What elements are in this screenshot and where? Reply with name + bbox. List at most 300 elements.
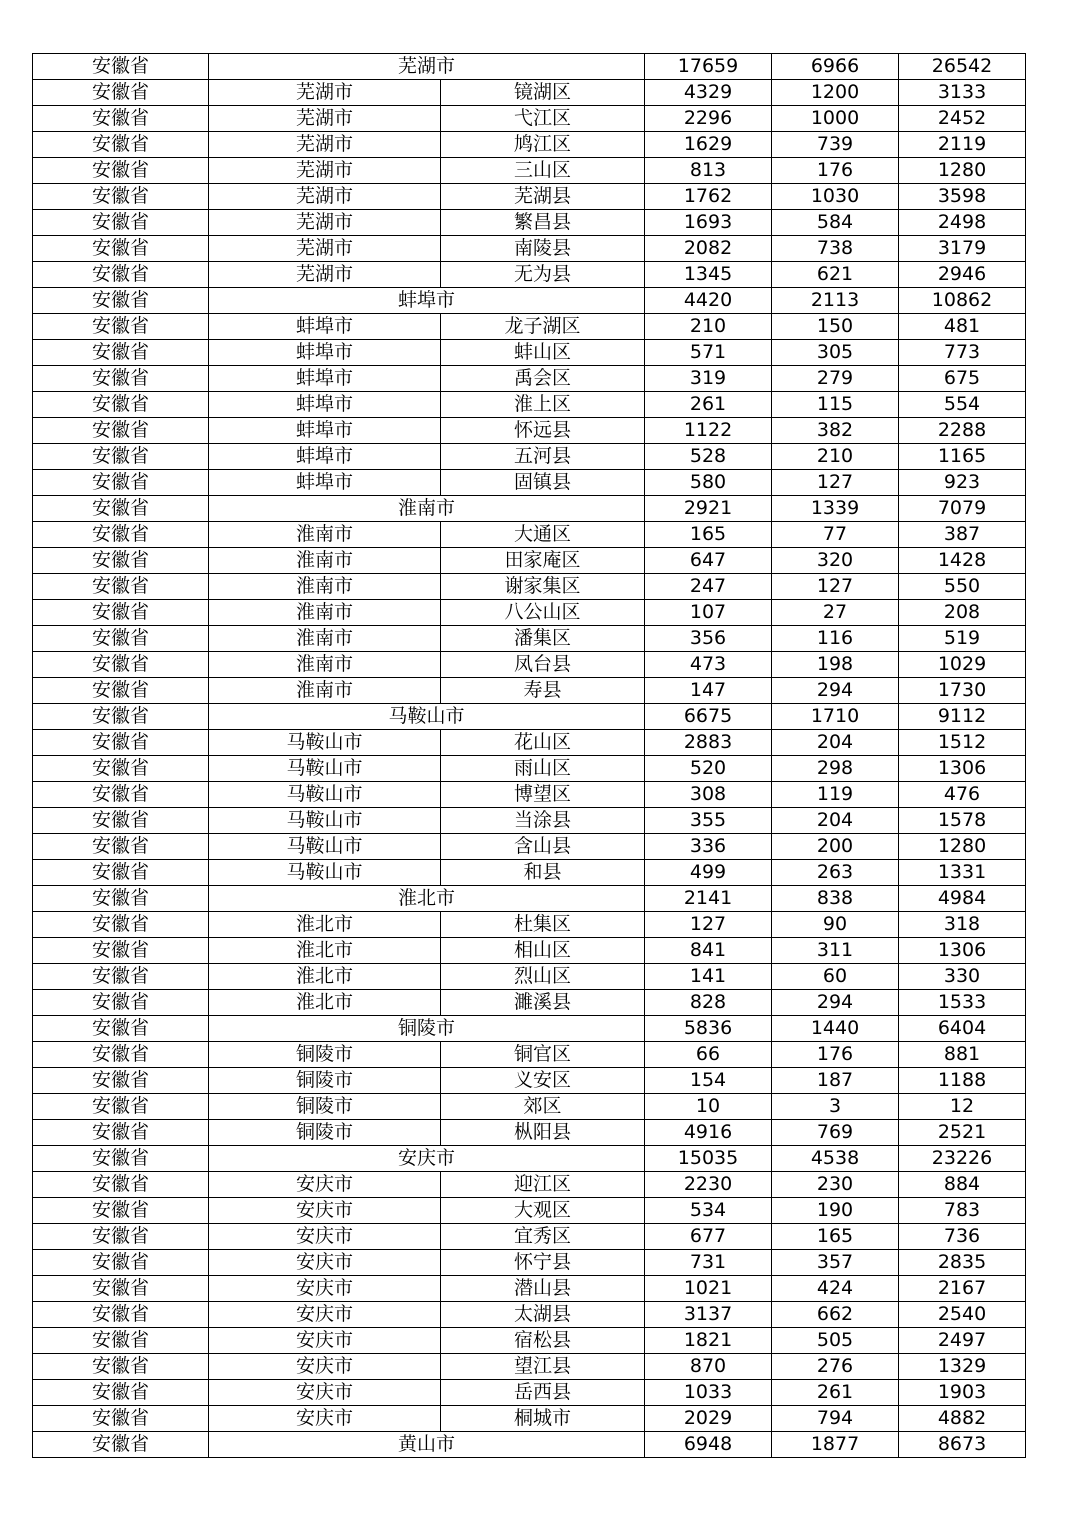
- value-cell-1: 580: [645, 470, 772, 496]
- value-cell-1: 17659: [645, 54, 772, 80]
- province-cell: 安徽省: [33, 1198, 209, 1224]
- value-cell-3: 4882: [899, 1406, 1026, 1432]
- value-cell-3: 3598: [899, 184, 1026, 210]
- value-cell-3: 1306: [899, 938, 1026, 964]
- city-cell: 马鞍山市: [209, 730, 441, 756]
- table-row: [33, 990, 1026, 1016]
- district-cell: 望江县: [441, 1354, 645, 1380]
- value-cell-1: 66: [645, 1042, 772, 1068]
- value-cell-3: 3133: [899, 80, 1026, 106]
- district-cell: 蚌山区: [441, 340, 645, 366]
- value-cell-3: 783: [899, 1198, 1026, 1224]
- city-cell: 安庆市: [209, 1172, 441, 1198]
- table-row: [33, 1406, 1026, 1432]
- province-cell: 安徽省: [33, 548, 209, 574]
- value-cell-2: 294: [772, 990, 899, 1016]
- value-cell-1: 10: [645, 1094, 772, 1120]
- district-cell: 迎江区: [441, 1172, 645, 1198]
- district-cell: 宿松县: [441, 1328, 645, 1354]
- city-total-cell: 黄山市: [209, 1432, 645, 1458]
- city-total-cell: 淮南市: [209, 496, 645, 522]
- province-cell: 安徽省: [33, 1120, 209, 1146]
- city-cell: 淮北市: [209, 964, 441, 990]
- city-summary-row: [33, 496, 1026, 522]
- province-cell: 安徽省: [33, 106, 209, 132]
- table-row: [33, 444, 1026, 470]
- value-cell-3: 330: [899, 964, 1026, 990]
- province-cell: 安徽省: [33, 574, 209, 600]
- province-cell: 安徽省: [33, 600, 209, 626]
- province-cell: 安徽省: [33, 1328, 209, 1354]
- province-cell: 安徽省: [33, 314, 209, 340]
- province-cell: 安徽省: [33, 860, 209, 886]
- district-cell: 花山区: [441, 730, 645, 756]
- table-row: [33, 236, 1026, 262]
- province-cell: 安徽省: [33, 782, 209, 808]
- province-cell: 安徽省: [33, 678, 209, 704]
- city-cell: 芜湖市: [209, 80, 441, 106]
- province-cell: 安徽省: [33, 1432, 209, 1458]
- table-row: [33, 1172, 1026, 1198]
- table-row: [33, 392, 1026, 418]
- province-cell: 安徽省: [33, 184, 209, 210]
- value-cell-2: 210: [772, 444, 899, 470]
- district-cell: 濉溪县: [441, 990, 645, 1016]
- table-row: [33, 678, 1026, 704]
- province-cell: 安徽省: [33, 964, 209, 990]
- city-cell: 芜湖市: [209, 236, 441, 262]
- value-cell-2: 204: [772, 730, 899, 756]
- value-cell-1: 15035: [645, 1146, 772, 1172]
- value-cell-1: 841: [645, 938, 772, 964]
- province-cell: 安徽省: [33, 54, 209, 80]
- district-cell: 郊区: [441, 1094, 645, 1120]
- city-cell: 淮北市: [209, 990, 441, 1016]
- province-cell: 安徽省: [33, 990, 209, 1016]
- value-cell-3: 4984: [899, 886, 1026, 912]
- table-row: [33, 964, 1026, 990]
- district-cell: 弋江区: [441, 106, 645, 132]
- table-row: [33, 860, 1026, 886]
- table-row: [33, 912, 1026, 938]
- value-cell-2: 1000: [772, 106, 899, 132]
- value-cell-2: 261: [772, 1380, 899, 1406]
- province-cell: 安徽省: [33, 808, 209, 834]
- value-cell-1: 5836: [645, 1016, 772, 1042]
- value-cell-1: 1821: [645, 1328, 772, 1354]
- table-row: [33, 938, 1026, 964]
- district-cell: 寿县: [441, 678, 645, 704]
- district-cell: 八公山区: [441, 600, 645, 626]
- value-cell-3: 1280: [899, 834, 1026, 860]
- province-cell: 安徽省: [33, 470, 209, 496]
- province-cell: 安徽省: [33, 262, 209, 288]
- province-cell: 安徽省: [33, 418, 209, 444]
- value-cell-2: 198: [772, 652, 899, 678]
- value-cell-2: 584: [772, 210, 899, 236]
- value-cell-2: 621: [772, 262, 899, 288]
- value-cell-2: 1440: [772, 1016, 899, 1042]
- value-cell-3: 387: [899, 522, 1026, 548]
- district-cell: 杜集区: [441, 912, 645, 938]
- value-cell-1: 261: [645, 392, 772, 418]
- value-cell-2: 305: [772, 340, 899, 366]
- value-cell-2: 838: [772, 886, 899, 912]
- district-cell: 鸠江区: [441, 132, 645, 158]
- value-cell-1: 828: [645, 990, 772, 1016]
- district-cell: 镜湖区: [441, 80, 645, 106]
- province-cell: 安徽省: [33, 1276, 209, 1302]
- city-cell: 安庆市: [209, 1406, 441, 1432]
- value-cell-1: 210: [645, 314, 772, 340]
- value-cell-1: 2230: [645, 1172, 772, 1198]
- city-cell: 蚌埠市: [209, 314, 441, 340]
- value-cell-2: 119: [772, 782, 899, 808]
- province-cell: 安徽省: [33, 652, 209, 678]
- value-cell-3: 675: [899, 366, 1026, 392]
- district-cell: 太湖县: [441, 1302, 645, 1328]
- city-cell: 铜陵市: [209, 1094, 441, 1120]
- value-cell-1: 3137: [645, 1302, 772, 1328]
- value-cell-3: 6404: [899, 1016, 1026, 1042]
- city-cell: 马鞍山市: [209, 808, 441, 834]
- district-cell: 三山区: [441, 158, 645, 184]
- value-cell-1: 534: [645, 1198, 772, 1224]
- province-cell: 安徽省: [33, 1224, 209, 1250]
- value-cell-1: 141: [645, 964, 772, 990]
- city-cell: 淮南市: [209, 678, 441, 704]
- district-cell: 潜山县: [441, 1276, 645, 1302]
- district-cell: 博望区: [441, 782, 645, 808]
- value-cell-3: 554: [899, 392, 1026, 418]
- value-cell-2: 294: [772, 678, 899, 704]
- value-cell-2: 77: [772, 522, 899, 548]
- value-cell-2: 738: [772, 236, 899, 262]
- table-row: [33, 1198, 1026, 1224]
- value-cell-2: 176: [772, 158, 899, 184]
- city-total-cell: 蚌埠市: [209, 288, 645, 314]
- city-summary-row: [33, 1432, 1026, 1458]
- table-row: [33, 210, 1026, 236]
- city-cell: 淮南市: [209, 522, 441, 548]
- province-cell: 安徽省: [33, 1016, 209, 1042]
- value-cell-2: 60: [772, 964, 899, 990]
- table-row: [33, 1380, 1026, 1406]
- value-cell-1: 154: [645, 1068, 772, 1094]
- value-cell-2: 794: [772, 1406, 899, 1432]
- city-cell: 蚌埠市: [209, 444, 441, 470]
- table-row: [33, 1354, 1026, 1380]
- value-cell-1: 308: [645, 782, 772, 808]
- value-cell-2: 190: [772, 1198, 899, 1224]
- value-cell-1: 4916: [645, 1120, 772, 1146]
- value-cell-1: 319: [645, 366, 772, 392]
- table-row: [33, 1068, 1026, 1094]
- table-row: [33, 340, 1026, 366]
- value-cell-1: 1762: [645, 184, 772, 210]
- district-cell: 铜官区: [441, 1042, 645, 1068]
- value-cell-3: 7079: [899, 496, 1026, 522]
- city-cell: 蚌埠市: [209, 392, 441, 418]
- value-cell-2: 116: [772, 626, 899, 652]
- province-cell: 安徽省: [33, 756, 209, 782]
- value-cell-1: 1693: [645, 210, 772, 236]
- value-cell-1: 647: [645, 548, 772, 574]
- district-cell: 田家庵区: [441, 548, 645, 574]
- value-cell-3: 1578: [899, 808, 1026, 834]
- city-cell: 马鞍山市: [209, 834, 441, 860]
- value-cell-2: 1877: [772, 1432, 899, 1458]
- value-cell-1: 2296: [645, 106, 772, 132]
- table-row: [33, 1328, 1026, 1354]
- province-cell: 安徽省: [33, 1042, 209, 1068]
- table-row: [33, 574, 1026, 600]
- value-cell-2: 150: [772, 314, 899, 340]
- city-summary-row: [33, 886, 1026, 912]
- table-row: [33, 626, 1026, 652]
- value-cell-3: 481: [899, 314, 1026, 340]
- table-row: [33, 1120, 1026, 1146]
- table-row: [33, 548, 1026, 574]
- table-row: [33, 808, 1026, 834]
- value-cell-1: 1629: [645, 132, 772, 158]
- value-cell-3: 9112: [899, 704, 1026, 730]
- district-cell: 和县: [441, 860, 645, 886]
- value-cell-3: 12: [899, 1094, 1026, 1120]
- value-cell-1: 127: [645, 912, 772, 938]
- value-cell-1: 6948: [645, 1432, 772, 1458]
- value-cell-2: 200: [772, 834, 899, 860]
- value-cell-2: 1339: [772, 496, 899, 522]
- value-cell-1: 165: [645, 522, 772, 548]
- city-summary-row: [33, 704, 1026, 730]
- value-cell-2: 204: [772, 808, 899, 834]
- district-cell: 相山区: [441, 938, 645, 964]
- value-cell-1: 355: [645, 808, 772, 834]
- city-summary-row: [33, 54, 1026, 80]
- table-row: [33, 652, 1026, 678]
- value-cell-3: 208: [899, 600, 1026, 626]
- city-cell: 铜陵市: [209, 1042, 441, 1068]
- value-cell-3: 773: [899, 340, 1026, 366]
- value-cell-2: 662: [772, 1302, 899, 1328]
- city-cell: 安庆市: [209, 1380, 441, 1406]
- value-cell-3: 2835: [899, 1250, 1026, 1276]
- value-cell-2: 127: [772, 470, 899, 496]
- value-cell-1: 528: [645, 444, 772, 470]
- table-row: [33, 158, 1026, 184]
- district-cell: 枞阳县: [441, 1120, 645, 1146]
- value-cell-2: 176: [772, 1042, 899, 1068]
- district-cell: 五河县: [441, 444, 645, 470]
- province-cell: 安徽省: [33, 834, 209, 860]
- province-cell: 安徽省: [33, 912, 209, 938]
- city-cell: 安庆市: [209, 1276, 441, 1302]
- table-row: [33, 1250, 1026, 1276]
- district-cell: 怀远县: [441, 418, 645, 444]
- province-cell: 安徽省: [33, 158, 209, 184]
- table-row: [33, 80, 1026, 106]
- district-cell: 雨山区: [441, 756, 645, 782]
- value-cell-1: 677: [645, 1224, 772, 1250]
- value-cell-1: 107: [645, 600, 772, 626]
- value-cell-2: 382: [772, 418, 899, 444]
- value-cell-3: 881: [899, 1042, 1026, 1068]
- table-row: [33, 1042, 1026, 1068]
- value-cell-1: 356: [645, 626, 772, 652]
- province-cell: 安徽省: [33, 496, 209, 522]
- value-cell-3: 476: [899, 782, 1026, 808]
- district-cell: 无为县: [441, 262, 645, 288]
- value-cell-2: 187: [772, 1068, 899, 1094]
- value-cell-2: 263: [772, 860, 899, 886]
- value-cell-3: 1306: [899, 756, 1026, 782]
- value-cell-3: 1331: [899, 860, 1026, 886]
- city-cell: 芜湖市: [209, 106, 441, 132]
- value-cell-3: 2521: [899, 1120, 1026, 1146]
- table-row: [33, 756, 1026, 782]
- value-cell-2: 276: [772, 1354, 899, 1380]
- city-total-cell: 马鞍山市: [209, 704, 645, 730]
- district-cell: 当涂县: [441, 808, 645, 834]
- city-cell: 芜湖市: [209, 158, 441, 184]
- district-cell: 大观区: [441, 1198, 645, 1224]
- value-cell-1: 2082: [645, 236, 772, 262]
- city-cell: 蚌埠市: [209, 366, 441, 392]
- value-cell-2: 298: [772, 756, 899, 782]
- table-row: [33, 1094, 1026, 1120]
- province-cell: 安徽省: [33, 366, 209, 392]
- value-cell-3: 2119: [899, 132, 1026, 158]
- value-cell-2: 279: [772, 366, 899, 392]
- province-cell: 安徽省: [33, 522, 209, 548]
- value-cell-2: 127: [772, 574, 899, 600]
- value-cell-1: 147: [645, 678, 772, 704]
- value-cell-1: 2883: [645, 730, 772, 756]
- value-cell-3: 1280: [899, 158, 1026, 184]
- district-cell: 大通区: [441, 522, 645, 548]
- value-cell-1: 870: [645, 1354, 772, 1380]
- city-cell: 铜陵市: [209, 1068, 441, 1094]
- city-cell: 安庆市: [209, 1224, 441, 1250]
- value-cell-1: 6675: [645, 704, 772, 730]
- district-cell: 潘集区: [441, 626, 645, 652]
- table-row: [33, 470, 1026, 496]
- city-cell: 淮南市: [209, 652, 441, 678]
- value-cell-1: 4329: [645, 80, 772, 106]
- city-cell: 安庆市: [209, 1354, 441, 1380]
- value-cell-2: 505: [772, 1328, 899, 1354]
- data-table: [32, 53, 1026, 1458]
- district-cell: 繁昌县: [441, 210, 645, 236]
- province-cell: 安徽省: [33, 1172, 209, 1198]
- city-summary-row: [33, 288, 1026, 314]
- table-row: [33, 834, 1026, 860]
- province-cell: 安徽省: [33, 236, 209, 262]
- value-cell-3: 1903: [899, 1380, 1026, 1406]
- city-cell: 铜陵市: [209, 1120, 441, 1146]
- province-cell: 安徽省: [33, 1406, 209, 1432]
- value-cell-1: 2029: [645, 1406, 772, 1432]
- city-cell: 蚌埠市: [209, 418, 441, 444]
- value-cell-3: 2497: [899, 1328, 1026, 1354]
- city-summary-row: [33, 1016, 1026, 1042]
- value-cell-1: 1122: [645, 418, 772, 444]
- value-cell-2: 6966: [772, 54, 899, 80]
- city-cell: 芜湖市: [209, 210, 441, 236]
- district-cell: 禹会区: [441, 366, 645, 392]
- province-cell: 安徽省: [33, 132, 209, 158]
- value-cell-3: 2498: [899, 210, 1026, 236]
- city-total-cell: 淮北市: [209, 886, 645, 912]
- city-cell: 芜湖市: [209, 132, 441, 158]
- value-cell-2: 115: [772, 392, 899, 418]
- city-cell: 蚌埠市: [209, 340, 441, 366]
- value-cell-1: 731: [645, 1250, 772, 1276]
- value-cell-2: 1030: [772, 184, 899, 210]
- value-cell-2: 357: [772, 1250, 899, 1276]
- table-row: [33, 600, 1026, 626]
- city-cell: 蚌埠市: [209, 470, 441, 496]
- value-cell-2: 165: [772, 1224, 899, 1250]
- value-cell-3: 2288: [899, 418, 1026, 444]
- value-cell-2: 320: [772, 548, 899, 574]
- value-cell-3: 2452: [899, 106, 1026, 132]
- value-cell-3: 318: [899, 912, 1026, 938]
- value-cell-3: 884: [899, 1172, 1026, 1198]
- value-cell-1: 499: [645, 860, 772, 886]
- value-cell-2: 4538: [772, 1146, 899, 1172]
- value-cell-1: 520: [645, 756, 772, 782]
- province-cell: 安徽省: [33, 626, 209, 652]
- table-row: [33, 782, 1026, 808]
- table-row: [33, 1276, 1026, 1302]
- city-cell: 淮南市: [209, 626, 441, 652]
- value-cell-1: 247: [645, 574, 772, 600]
- value-cell-1: 1021: [645, 1276, 772, 1302]
- district-cell: 义安区: [441, 1068, 645, 1094]
- value-cell-3: 10862: [899, 288, 1026, 314]
- district-cell: 凤台县: [441, 652, 645, 678]
- province-cell: 安徽省: [33, 1302, 209, 1328]
- province-cell: 安徽省: [33, 1146, 209, 1172]
- district-cell: 淮上区: [441, 392, 645, 418]
- district-cell: 宜秀区: [441, 1224, 645, 1250]
- value-cell-1: 473: [645, 652, 772, 678]
- city-cell: 马鞍山市: [209, 782, 441, 808]
- value-cell-3: 736: [899, 1224, 1026, 1250]
- value-cell-2: 311: [772, 938, 899, 964]
- value-cell-2: 27: [772, 600, 899, 626]
- city-cell: 芜湖市: [209, 262, 441, 288]
- value-cell-1: 1033: [645, 1380, 772, 1406]
- district-cell: 岳西县: [441, 1380, 645, 1406]
- value-cell-1: 813: [645, 158, 772, 184]
- value-cell-3: 550: [899, 574, 1026, 600]
- value-cell-2: 90: [772, 912, 899, 938]
- city-cell: 马鞍山市: [209, 756, 441, 782]
- district-cell: 南陵县: [441, 236, 645, 262]
- province-cell: 安徽省: [33, 80, 209, 106]
- table-row: [33, 1302, 1026, 1328]
- value-cell-2: 424: [772, 1276, 899, 1302]
- table-row: [33, 106, 1026, 132]
- value-cell-1: 1345: [645, 262, 772, 288]
- value-cell-3: 923: [899, 470, 1026, 496]
- table-row: [33, 1224, 1026, 1250]
- city-cell: 安庆市: [209, 1302, 441, 1328]
- value-cell-1: 336: [645, 834, 772, 860]
